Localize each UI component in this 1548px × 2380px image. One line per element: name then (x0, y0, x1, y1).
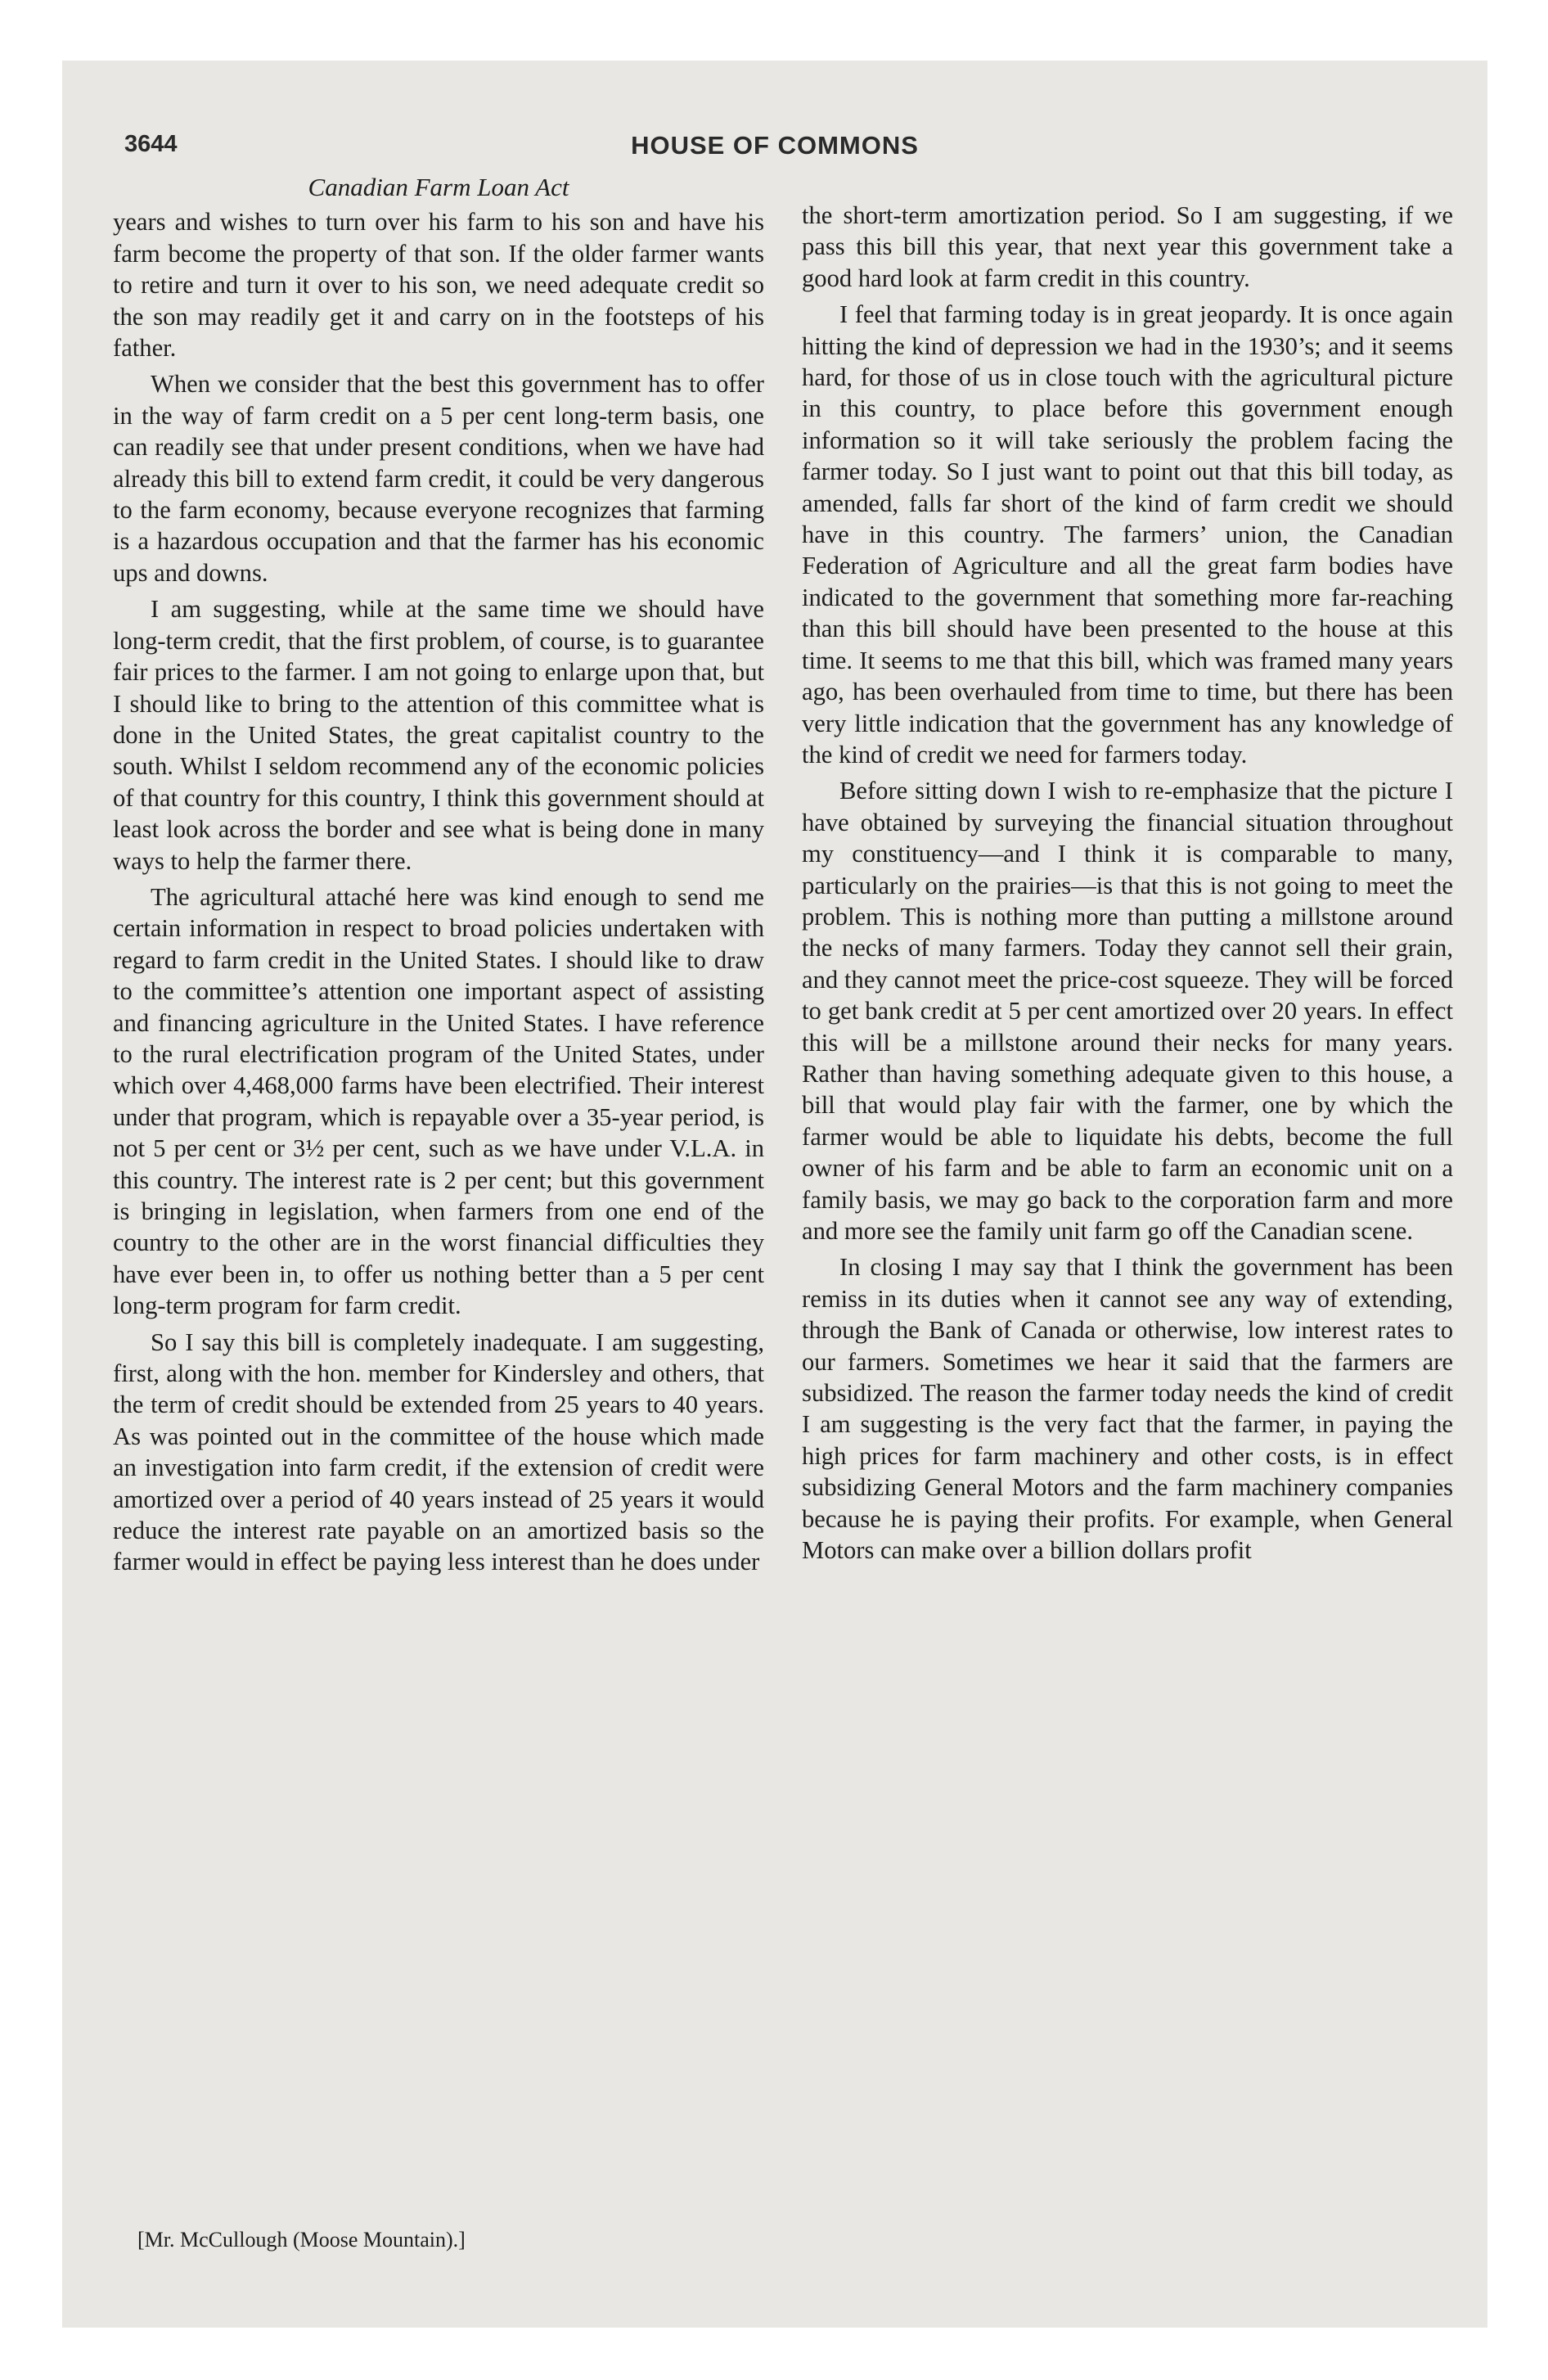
paragraph: I am suggesting, while at the same time we should have long-term credit, that the first problem, of course, is to guarantee fair prices to the farmer. I am not going to enlarge upon that, but I should like to bring to the attention of this committee what is done in the United States, the great capitalist country to the south. Whilst I seldom recommend any of the economic policies of that country for this country, I think this government should at least look across the border and see what is being done in many ways to help the farmer there. (113, 595, 764, 875)
page-number: 3644 (124, 131, 178, 157)
running-head: Canadian Farm Loan Act (308, 173, 569, 201)
speaker-attribution: [Mr. McCullough (Moose Mountain).] (137, 2228, 466, 2252)
paragraph: The agricultural attaché here was kind enough to send me certain information in respect to broad policies undertaken with regard to farm credit in the United States. I should like to draw to the committee’s attention one important aspect of assisting and financing agriculture in the United States. I have reference to the rural electrification program of the United States, under which over 4,468,000 farms have been electrified. Their interest under that program, which is repayable over a 35-year period, is not 5 per cent or 3½ per cent, such as we have under V.L.A. in this country. The interest rate is 2 per cent; but this government is bringing in legislation, when farmers from one end of the country to the other are in the worst financial difficulties they have ever been in, to offer us nothing better than a 5 per cent long-term program for farm credit. (113, 882, 764, 1320)
page-header (62, 131, 1487, 167)
right-column (802, 200, 1453, 1571)
paragraph: Before sitting down I wish to re-emphasize that the picture I have obtained by surveying the financial situation throughout my constituency—and I think it is comparable to many, particularly on the prairies—is that this is not going to meet the problem. This is nothing more than putting a millstone around the necks of many farmers. Today they cannot sell their grain, and they cannot meet the price-cost squeeze. They will be forced to get bank credit at 5 per cent amortized over 20 years. In effect this will be a millstone around their necks for many years. Rather than having something adequate given to this house, a bill that would play fair with the farmer, one by which the farmer would be able to liquidate his debts, become the full owner of his farm and be able to farm an economic unit on a family basis, we may go back to the corporation farm and more and more see the family unit farm go off the Canadian scene. (802, 777, 1453, 1245)
document-page (62, 61, 1487, 2328)
paragraph: I feel that farming today is in great jeopardy. It is once again hitting the kind of depression we had in the 1930’s; and it seems hard, for those of us in close touch with the agricultural picture in this country, to place before this government enough information so it will take seriously the problem facing the farmer today. So I just want to point out that this bill today, as amended, falls far short of the kind of farm credit we should have in this country. The farmers’ union, the Canadian Federation of Agriculture and all the great farm bodies have indicated to the government that something more far-reaching than this bill should have been presented to the house at this time. It seems to me that this bill, which was framed many years ago, has been overhauled from time to time, but there has been very little indication that the government has any knowledge of the kind of credit we need for farmers today. (802, 300, 1453, 769)
paragraph: In closing I may say that I think the government has been remiss in its duties when it cannot see any way of extending, through the Bank of Canada or otherwise, low interest rates to our farmers. Sometimes we hear it said that the farmers are subsidized. The reason the farmer today needs the kind of credit I am suggesting is the very fact that the farmer, in paying the high prices for farm machinery and other costs, is in effect subsidizing General Motors and the farm machinery companies because he is paying their profits. For example, when General Motors can make over a billion dollars profit (802, 1253, 1453, 1565)
paragraph: the short-term amortization period. So I am suggesting, if we pass this bill this year, that next year this government take a good hard look at farm credit in this country. (802, 201, 1453, 292)
left-column (113, 173, 764, 1583)
paragraph: When we consider that the best this government has to offer in the way of farm credit on a 5 per cent long-term basis, one can readily see that under present conditions, when we have had already this bill to extend farm credit, it could be very dangerous to the farm economy, because everyone recognizes that farming is a hazardous occupation and that the farmer has his economic ups and downs. (113, 370, 764, 587)
paragraph: So I say this bill is completely inadequate. I am suggesting, first, along with the hon. member for Kindersley and others, that the term of credit should be extended from 25 years to 40 years. As was pointed out in the committee of the house which made an investigation into farm credit, if the extension of credit were amortized over a period of 40 years instead of 25 years it would reduce the interest rate payable on an amortized basis so the farmer would in effect be paying less interest than he does under (113, 1327, 764, 1576)
page-title: HOUSE OF COMMONS (631, 131, 919, 160)
paragraph: years and wishes to turn over his farm to his son and have his farm become the property of that son. If the older farmer wants to retire and turn it over to his son, we need adequate credit so the son may readily get it and carry on in the footsteps of his father. (113, 208, 764, 363)
